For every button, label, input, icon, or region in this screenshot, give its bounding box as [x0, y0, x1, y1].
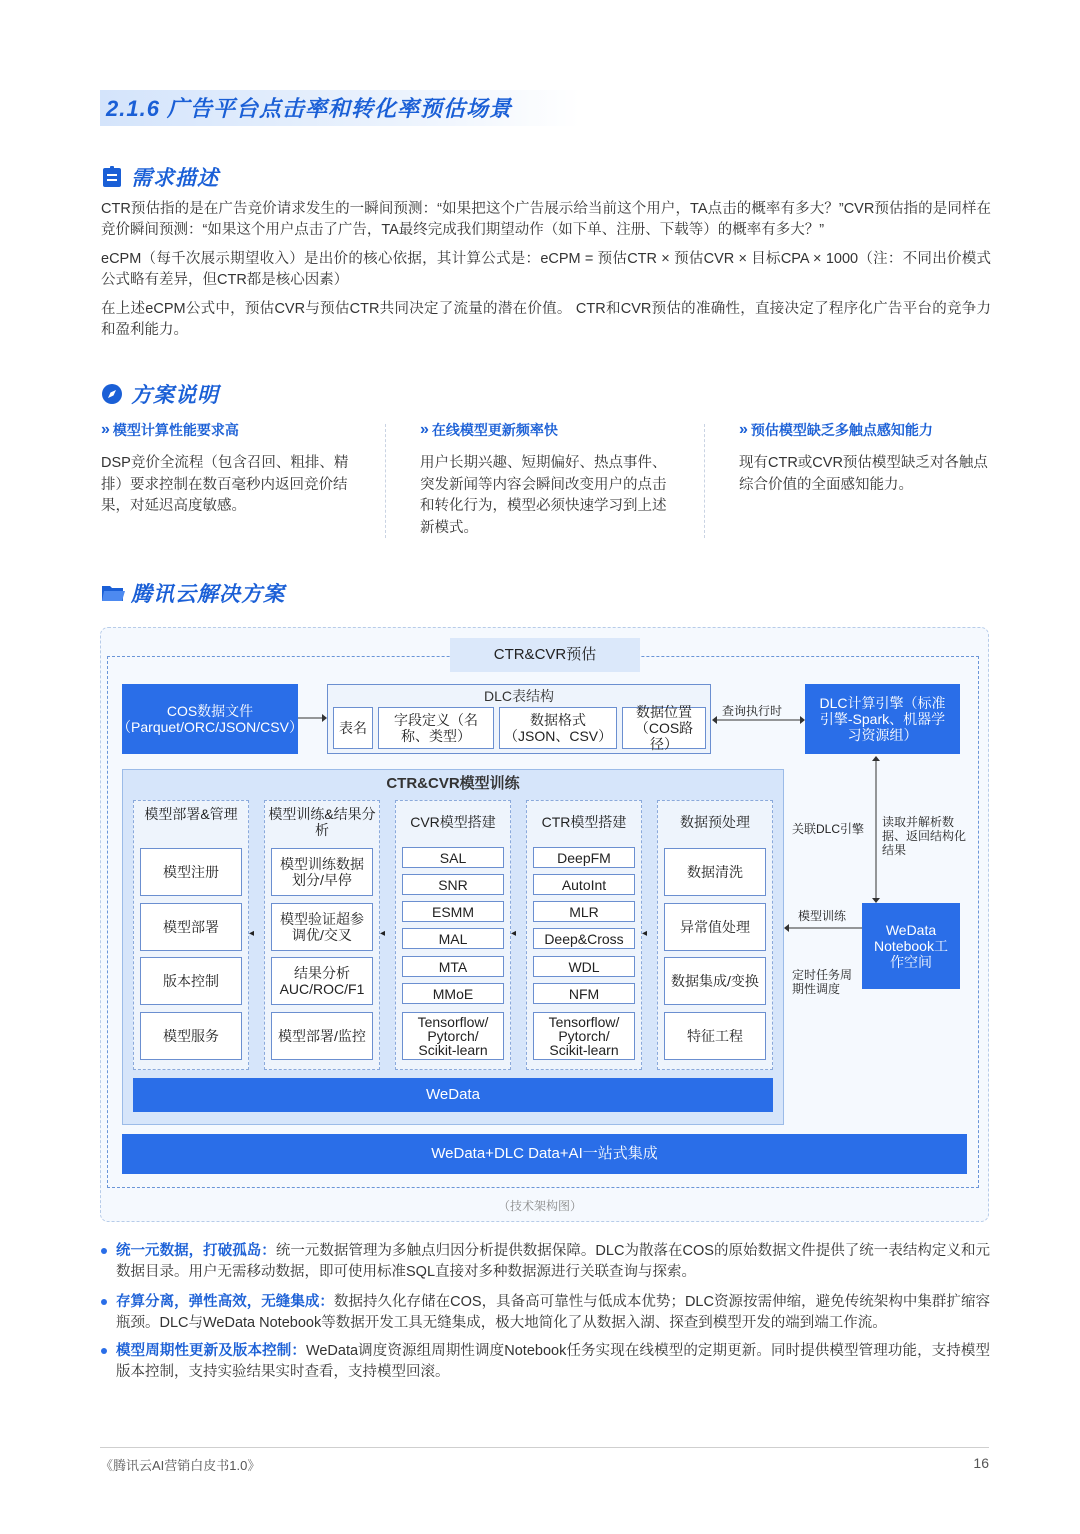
diagram-caption: （技术架构图）: [497, 1199, 582, 1213]
bullet-title: 模型周期性更新及版本控制：: [116, 1343, 306, 1359]
cvr-model: ESMM: [402, 901, 504, 922]
footer-book-title: 《腾讯云AI营销白皮书1.0》: [100, 1458, 261, 1473]
arrow-left-icon: ◂: [511, 928, 517, 939]
bullet-title: 存算分离，弹性高效，无缝集成：: [116, 1294, 334, 1310]
dlc-cell-field-def: 字段定义（名称、类型）: [378, 707, 494, 749]
ctr-model: AutoInt: [533, 874, 635, 895]
arrow-left-icon: ◂: [249, 928, 255, 939]
plan-heading-text: 方案说明: [131, 384, 219, 407]
ctr-cvr-prediction-label: CTR&CVR预估: [450, 638, 640, 672]
plan-col-2-text: 用户长期兴趣、短期偏好、热点事件、突发新闻等内容会瞬间改变用户的点击和转化行为，模型必须快速学习到上述新模式。: [420, 455, 667, 536]
train-item: 模型部署/监控: [271, 1012, 373, 1060]
plan-col-1-text: DSP竞价全流程（包含召回、粗排、精排）要求控制在数百毫秒内返回竞价结果，对延迟高度敏感。: [101, 455, 349, 514]
deploy-item: 版本控制: [140, 957, 242, 1005]
document-icon: [101, 166, 123, 188]
bullet-text: 统一元数据管理为多触点归因分析提供数据保障。DLC为散落在COS的原始数据文件提供了统一表结构定义和元数据目录。用户无需移动数据，即可使用标准SQL直接对多种数据源进行关联查询与探索。: [116, 1243, 990, 1280]
ctr-model: WDL: [533, 956, 635, 977]
footer-divider: [100, 1447, 989, 1448]
solution-heading: [101, 578, 285, 608]
preprocess-item: 特征工程: [664, 1012, 766, 1060]
arrow-left-icon: ◂: [642, 928, 648, 939]
bullet-title: 统一元数据，打破孤岛：: [116, 1243, 276, 1259]
column-divider: [385, 424, 386, 538]
link-dlc-label: 关联DLC引擎: [792, 822, 865, 836]
arrow-left-icon: ◂: [380, 928, 386, 939]
bullet-dot: [101, 1248, 107, 1254]
double-chevron-icon: »: [739, 421, 745, 438]
bullet-dot: [101, 1348, 107, 1354]
plan-col-3-text: 现有CTR或CVR预估模型缺乏对各触点综合价值的全面感知能力。: [739, 455, 988, 493]
deploy-item: 模型注册: [140, 848, 242, 896]
demand-paragraph-3: 在上述eCPM公式中，预估CVR与预估CTR共同决定了流量的潜在价值。 CTR和CVR预估的准确性，直接决定了程序化广告平台的竞争力和盈利能力。: [101, 301, 991, 338]
arrow-right-icon: [298, 712, 328, 724]
train-item: 结果分析AUC/ROC/F1: [271, 957, 373, 1005]
demand-paragraph-1: CTR预估指的是在广告竞价请求发生的一瞬间预测：“如果把这个广告展示给当前这个用户，TA点击的概率有多大？”CVR预估指的是同样在竞价瞬间预测：“如果这个用户点击了广告，TA最终完成我们期望动作（如下单、注册、下载等）的概率有多大？”: [101, 201, 991, 238]
cvr-model: MAL: [402, 928, 504, 949]
read-parse-label: 读取并解析数据、返回结构化结果: [882, 815, 967, 857]
ctr-model: Deep&Cross: [533, 928, 635, 949]
section-title: 2.1.6 广告平台点击率和转化率预估场景: [106, 96, 513, 121]
deploy-item: 模型部署: [140, 903, 242, 951]
cvr-model: MMoE: [402, 983, 504, 1004]
arrow-left-icon: [784, 923, 864, 933]
cvr-column-title: CVR模型搭建: [410, 814, 496, 830]
plan-col-2-title: » 在线模型更新频率快: [420, 421, 558, 438]
bullet-text: WeData调度资源组周期性调度Notebook任务实现在线模型的定期更新。同时提供模型管理功能，支持模型版本控制，支持实验结果实时查看，支持模型回滚。: [116, 1343, 991, 1380]
dlc-cell-data-location: 数据位置（COS路径）: [622, 707, 706, 749]
query-label: 查询执行时: [722, 704, 783, 718]
dlc-engine-box: DLC计算引擎（标准引擎-Spark、机器学习资源组）: [805, 684, 960, 754]
section-title-banner: [100, 90, 580, 126]
preprocess-item: 数据集成/变换: [664, 957, 766, 1005]
bullet-item: [100, 1292, 990, 1334]
train-item: 模型训练数据划分/早停: [271, 848, 373, 896]
bullet-item: [100, 1341, 990, 1383]
double-chevron-icon: »: [101, 421, 107, 438]
bullet-text: 数据持久化存储在COS，具备高可靠性与低成本优势；DLC资源按需伸缩，避免传统架构中集群扩缩容瓶颈。DLC与WeData Notebook等数据开发工具无缝集成，极大地简化了从数据入湖、探查到模型开发的端到端工作流。: [116, 1294, 990, 1331]
plan-col-3-title: » 预估模型缺乏多触点感知能力: [739, 421, 933, 438]
training-title: CTR&CVR模型训练: [386, 775, 520, 792]
bullet-dot: [101, 1299, 107, 1305]
cvr-model: SAL: [402, 847, 504, 868]
cos-data-box: COS数据文件（Parquet/ORC/JSON/CSV）: [122, 684, 298, 754]
arrow-up-down-icon: [870, 756, 882, 904]
demand-heading-text: 需求描述: [131, 167, 219, 190]
cvr-model: SNR: [402, 874, 504, 895]
ctr-model: DeepFM: [533, 847, 635, 868]
preprocess-column-title: 数据预处理: [680, 814, 750, 830]
integration-bar: WeData+DLC Data+AI一站式集成: [122, 1134, 967, 1174]
ctr-column-title: CTR模型搭建: [541, 814, 627, 830]
cvr-framework: Tensorflow/ Pytorch/ Scikit-learn: [402, 1012, 504, 1060]
demand-heading: [101, 162, 219, 192]
arrow-left-right-icon: [712, 714, 806, 726]
folder-icon: [101, 582, 123, 604]
compass-icon: [101, 383, 123, 405]
ctr-framework: Tensorflow/ Pytorch/ Scikit-learn: [533, 1012, 635, 1060]
deploy-column-title: 模型部署&管理: [144, 806, 238, 822]
plan-heading: [101, 379, 219, 409]
wedata-bar: WeData: [133, 1078, 773, 1112]
plan-col-1-title: » 模型计算性能要求高: [101, 421, 239, 438]
preprocess-item: 数据清洗: [664, 848, 766, 896]
dlc-cell-table-name: 表名: [333, 707, 373, 749]
deploy-item: 模型服务: [140, 1012, 242, 1060]
page-number: 16: [973, 1455, 989, 1471]
demand-paragraph-2: eCPM（每千次展示期望收入）是出价的核心依据，其计算公式是：eCPM = 预估CTR × 预估CVR × 目标CPA × 1000（注：不同出价模式公式略有差异，但CTR都是核心因素）: [101, 251, 991, 288]
schedule-label: 定时任务周期性调度: [792, 968, 853, 996]
dlc-table-title: DLC表结构: [483, 688, 554, 704]
dlc-cell-data-format: 数据格式（JSON、CSV）: [499, 707, 617, 749]
preprocess-item: 异常值处理: [664, 903, 766, 951]
notebook-box: WeData Notebook工作空间: [862, 903, 960, 989]
train-item: 模型验证超参调优/交叉: [271, 903, 373, 951]
bullet-item: [100, 1241, 990, 1283]
cvr-model: MTA: [402, 956, 504, 977]
solution-heading-text: 腾讯云解决方案: [131, 583, 285, 606]
ctr-model: NFM: [533, 983, 635, 1004]
column-divider: [704, 424, 705, 538]
ctr-model: MLR: [533, 901, 635, 922]
double-chevron-icon: »: [420, 421, 426, 438]
train-column-title: 模型训练&结果分析: [268, 806, 376, 838]
model-train-label: 模型训练: [798, 909, 847, 923]
